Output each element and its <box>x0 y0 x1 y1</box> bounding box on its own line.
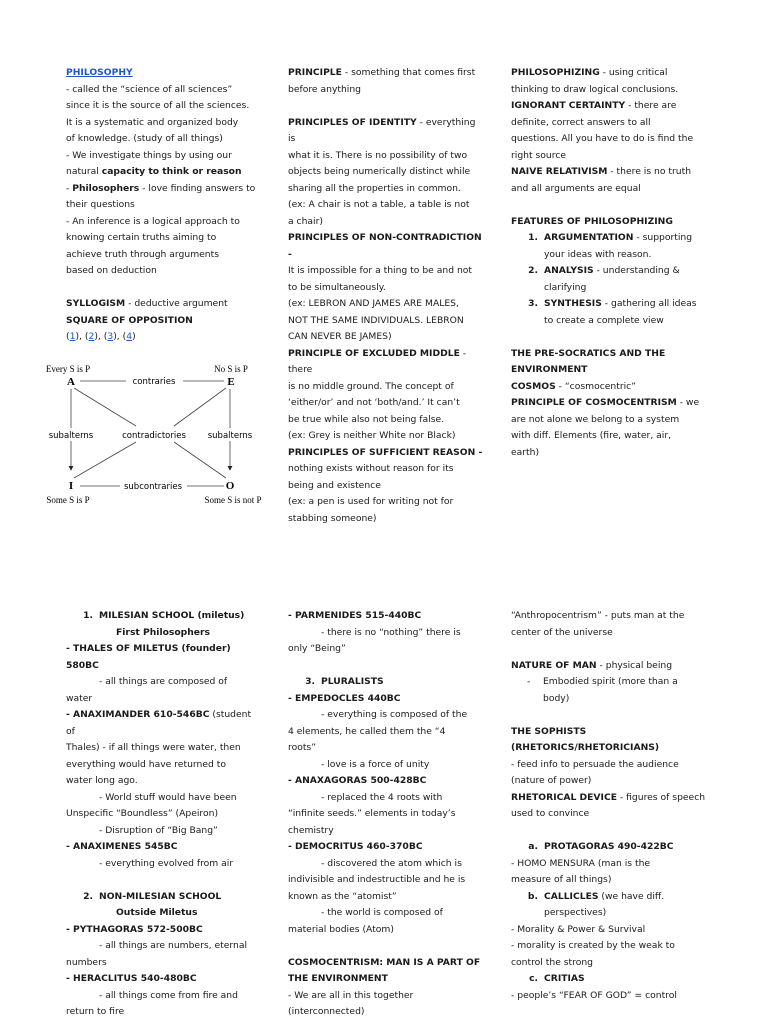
ref-link-2[interactable]: 2 <box>88 331 95 342</box>
text-line <box>511 379 707 396</box>
text-line: sharing all the properties in common. <box>288 182 461 194</box>
label-subcontraries: subcontraries <box>123 482 183 492</box>
bold-span: capacity to think or reason <box>101 166 242 177</box>
bold-span: Philosophers <box>72 182 140 194</box>
list-number: 3. <box>305 676 315 687</box>
list-item <box>511 674 707 691</box>
text-line <box>511 658 707 675</box>
text-line: objects being numerically distinct while <box>288 166 471 177</box>
bold-span: PRINCIPLE OF EXCLUDED MIDDLE <box>288 347 460 359</box>
text-line: First Philosophers <box>116 626 211 638</box>
diagonal-line <box>174 388 226 426</box>
list-item <box>511 230 707 247</box>
bold-span: NAIVE RELATIVISM <box>511 166 608 177</box>
text-line: is no middle ground. The concept of <box>288 380 454 392</box>
text-line: - PYTHAGORAS 572-500BC <box>66 923 203 935</box>
column-philosophizing <box>511 65 707 461</box>
label-contraries: contraries <box>132 377 176 387</box>
text-line: Thales) - if all things were water, then <box>66 742 241 753</box>
label-contradictories: contradictories <box>122 431 186 441</box>
text-line: THE ENVIRONMENT <box>288 973 388 984</box>
text-span: - physical being <box>596 659 673 671</box>
text-line: Outside Miletus <box>116 907 198 918</box>
text-span: - everything is <box>288 116 476 144</box>
text-line: PRINCIPLES OF SUFFICIENT REASON - <box>288 446 483 458</box>
list-number: 1. <box>83 610 93 621</box>
text-line: indivisible and indestructible and he is <box>288 874 466 885</box>
text-line: - An inference is a logical approach to <box>66 215 240 227</box>
text-span: - there is no truth <box>607 166 692 177</box>
text-span: - understanding & <box>593 265 680 276</box>
letter-e: E <box>227 376 235 388</box>
label-subalterns-left: subalterns <box>48 431 94 441</box>
text-line: - ANAXIMENES 545BC <box>66 841 178 852</box>
text-line: achieve truth through arguments <box>66 248 220 260</box>
label-subalterns-right: subalterns <box>207 431 253 441</box>
text-line: numbers <box>66 956 107 968</box>
features-heading: FEATURES OF PHILOSOPHIZING <box>511 215 673 227</box>
text-line: before anything <box>288 83 362 95</box>
text-line: perspectives) <box>544 907 607 918</box>
bold-span: RHETORICAL DEVICE <box>511 791 617 803</box>
text-line <box>66 181 262 198</box>
text-line: material bodies (Atom) <box>288 923 394 935</box>
text-span: - there are <box>625 100 677 111</box>
text-line: - everything is composed of the <box>321 709 468 720</box>
text-line: It is a systematic and organized body <box>66 116 239 128</box>
bold-span: COSMOS <box>511 380 556 392</box>
text-line <box>511 98 707 115</box>
bold-span: CRITIAS <box>544 973 585 984</box>
text-line: based on deduction <box>66 265 157 276</box>
text-line: a chair) <box>288 215 323 227</box>
text-line: - the world is composed of <box>321 907 443 918</box>
philosophy-title[interactable]: PHILOSOPHY <box>66 67 133 78</box>
text-line: - called the “science of all sciences” <box>66 83 233 95</box>
ref-link-4[interactable]: 4 <box>126 331 133 342</box>
text-span: - we <box>676 397 700 408</box>
text-line: 4 elements, he called them the “4 <box>288 725 446 737</box>
text-line: (ex: A chair is not a table, a table is not <box>288 199 470 210</box>
text-line: - We are all in this together <box>288 989 414 1001</box>
text-line: your ideas with reason. <box>544 248 652 260</box>
text-line: water long ago. <box>66 775 138 786</box>
text-line: - love is a force of unity <box>321 758 430 770</box>
bold-span: PRINCIPLE OF COSMOCENTRISM <box>511 397 677 408</box>
list-letter: c. <box>529 973 538 984</box>
square-of-opposition-diagram <box>40 358 272 510</box>
text-line: ‘either/or’ and not ‘both/and.’ It can’t <box>288 397 460 408</box>
bold-span: NATURE OF MAN <box>511 659 597 671</box>
text-line: (ex: a pen is used for writing not for <box>288 496 454 507</box>
square-of-opposition-heading: SQUARE OF OPPOSITION <box>66 314 193 326</box>
text-line <box>288 346 484 379</box>
text-line <box>288 65 484 82</box>
text-line: - there is no “nothing” there is <box>321 626 461 638</box>
list-item <box>288 674 484 691</box>
list-item <box>66 889 262 906</box>
text-line: stabbing someone) <box>288 512 377 524</box>
text-line: - feed info to persuade the audience <box>511 758 679 770</box>
list-number: 3. <box>528 298 538 309</box>
bold-span: NON-MILESIAN SCHOOL <box>99 890 222 902</box>
text-span: - “cosmocentric” <box>555 380 636 392</box>
list-number: 1. <box>528 232 538 243</box>
text-line: - HERACLITUS 540-480BC <box>66 973 197 984</box>
text-line: knowing certain truths aiming to <box>66 232 217 243</box>
text-line: “infinite seeds.” elements in today’s <box>288 808 456 819</box>
statement-e: No S is P <box>214 364 248 374</box>
text-line: - Disruption of “Big Bang” <box>99 824 218 836</box>
list-item <box>511 263 707 280</box>
text-line: COSMOCENTRISM: MAN IS A PART OF <box>288 956 481 968</box>
text-line: CAN NEVER BE JAMES) <box>288 331 392 342</box>
bold-span: SYNTHESIS <box>544 298 602 309</box>
text-line: are not alone we belong to a system <box>511 413 680 425</box>
text-line: with diff. Elements (fire, water, air, <box>511 430 672 441</box>
statement-o: Some S is not P <box>204 495 262 505</box>
text-span: - supporting <box>633 232 693 243</box>
text-line: (interconnected) <box>288 1006 365 1017</box>
text-line: - discovered the atom which is <box>321 857 462 869</box>
ref-link-1[interactable]: 1 <box>69 331 76 342</box>
text-line <box>511 790 707 807</box>
text-line: control the strong <box>511 956 594 968</box>
text-line: center of the universe <box>511 626 613 638</box>
text-line <box>66 164 262 181</box>
bold-span: MILESIAN SCHOOL (miletus) <box>99 610 245 621</box>
list-number: 2. <box>83 890 93 902</box>
text-line: (nature of power) <box>511 775 592 786</box>
text-span: (we have diff. <box>598 890 665 902</box>
text-line: - HOMO MENSURA (man is the <box>511 857 651 869</box>
text-span: - using critical <box>599 67 668 78</box>
text-line: their questions <box>66 199 135 210</box>
text-line: - Morality & Power & Survival <box>511 923 646 935</box>
text-line: - EMPEDOCLES 440BC <box>288 692 401 704</box>
text-line: earth) <box>511 446 540 458</box>
text-line: It is impossible for a thing to be and not <box>288 265 472 276</box>
text-line: (ex: Grey is neither White nor Black) <box>288 430 456 441</box>
text-line: what it is. There is no possibility of two <box>288 149 468 161</box>
list-item <box>511 296 707 313</box>
bold-span: - ANAXIMANDER 610-546BC <box>66 709 210 720</box>
text-line: to create a complete view <box>544 314 664 326</box>
text-line: - replaced the 4 roots with <box>321 791 443 803</box>
text-line <box>288 115 484 148</box>
text-line: - PARMENIDES 515-440BC <box>288 610 422 621</box>
text-line: ENVIRONMENT <box>511 364 588 375</box>
list-item <box>66 608 262 625</box>
list-letter: b. <box>527 890 538 902</box>
column-principles <box>288 65 484 527</box>
bold-span: PROTAGORAS 490-422BC <box>544 841 674 852</box>
text-span: (student of <box>66 709 252 737</box>
text-line: being and existence <box>288 479 381 491</box>
bold-span: PLURALISTS <box>321 676 384 687</box>
bold-span: CALLICLES <box>544 890 599 902</box>
text-span: natural <box>66 166 102 177</box>
text-line: used to convince <box>511 808 590 819</box>
text-span: - there <box>288 347 467 375</box>
text-line: return to fire <box>66 1006 125 1017</box>
text-line: - people’s “FEAR OF GOD” = control <box>511 989 677 1001</box>
list-item <box>511 971 707 988</box>
text-line: everything would have returned to <box>66 758 226 770</box>
text-line: - all things are numbers, eternal <box>99 940 248 951</box>
diagonal-line <box>74 388 136 426</box>
diagonal-line <box>74 442 136 478</box>
text-line: NOT THE SAME INDIVIDUALS. LEBRON <box>288 314 464 326</box>
text-span: - something that comes first <box>341 67 476 78</box>
text-line <box>511 164 707 181</box>
text-line: - everything evolved from air <box>99 857 234 869</box>
text-span: - love finding answers to <box>139 182 256 194</box>
text-line <box>511 395 707 412</box>
text-line: - all things are composed of <box>99 676 228 687</box>
text-line: definite, correct answers to all <box>511 116 651 128</box>
text-line: body) <box>543 692 570 704</box>
text-line: questions. All you have to do is find the <box>511 133 694 144</box>
column-sophists <box>511 608 707 1004</box>
text-line: known as the “atomist” <box>288 890 397 902</box>
text-line: clarifying <box>544 281 587 293</box>
bold-span: PRINCIPLES OF IDENTITY <box>288 116 417 128</box>
column-schools <box>66 608 262 1021</box>
text-line: and all arguments are equal <box>511 182 641 194</box>
text-line: “Anthropocentrism” - puts man at the <box>511 610 685 621</box>
text-line: (ex: LEBRON AND JAMES ARE MALES, <box>288 298 459 309</box>
text-span: - gathering all ideas <box>601 298 697 309</box>
text-line: THE PRE-SOCRATICS AND THE <box>511 347 666 359</box>
text-line: roots” <box>288 742 316 753</box>
bold-span: PHILOSOPHIZING <box>511 67 600 78</box>
letter-o: O <box>225 480 235 492</box>
text-line: Unspecific “Boundless” (Apeiron) <box>66 808 219 819</box>
text-span: - figures of speech <box>616 791 706 803</box>
reference-links: (1), (2), (3), (4) <box>66 331 136 342</box>
text-span: Embodied spirit (more than a <box>543 676 678 687</box>
text-line: - World stuff would have been <box>99 791 237 803</box>
syllogism-line <box>66 296 262 313</box>
text-line: THE SOPHISTS <box>511 725 587 737</box>
diagonal-line <box>174 442 226 478</box>
text-line: only “Being” <box>288 643 346 654</box>
list-item <box>511 889 707 906</box>
text-line <box>511 65 707 82</box>
list-number: 2. <box>528 265 538 276</box>
list-letter: a. <box>528 841 538 852</box>
bold-span: PRINCIPLE <box>288 67 342 78</box>
text-line: measure of all things) <box>511 874 612 885</box>
bold-span: SYLLOGISM <box>66 298 126 309</box>
bold-span: ANALYSIS <box>544 265 594 276</box>
text-line: - all things come from fire and <box>99 989 238 1001</box>
text-line: right source <box>511 149 567 161</box>
text-line: - We investigate things by using our <box>66 149 232 161</box>
text-line: - ANAXAGORAS 500-428BC <box>288 775 427 786</box>
text-span: - <box>66 182 73 194</box>
column-philosophy <box>66 65 262 346</box>
text-line: of knowledge. (study of all things) <box>66 133 223 144</box>
text-line: - morality is created by the weak to <box>511 940 675 951</box>
column-pluralists <box>288 608 484 1021</box>
letter-i: I <box>68 480 74 492</box>
text-line: nothing exists without reason for its <box>288 463 454 474</box>
list-item <box>511 839 707 856</box>
list-bullet: - <box>527 676 531 687</box>
statement-a: Every S is P <box>45 364 91 374</box>
text-line: chemistry <box>288 824 334 836</box>
ref-link-3[interactable]: 3 <box>107 331 114 342</box>
text-span: - deductive argument <box>125 298 228 309</box>
text-line <box>66 707 262 740</box>
text-line: water <box>66 692 93 704</box>
text-line: thinking to draw logical conclusions. <box>511 83 679 95</box>
bold-span: ARGUMENTATION <box>544 232 634 243</box>
statement-i: Some S is P <box>46 495 90 505</box>
text-line: (RHETORICS/RHETORICIANS) <box>511 742 660 753</box>
bold-span: IGNORANT CERTAINTY <box>511 100 626 111</box>
text-line: since it is the source of all the sciences. <box>66 100 250 111</box>
text-line: to be simultaneously. <box>288 281 386 293</box>
letter-a: A <box>67 376 75 388</box>
text-line: - THALES OF MILETUS (founder) 580BC <box>66 643 231 671</box>
text-line: be true while also not being false. <box>288 413 445 425</box>
text-line: PRINCIPLES OF NON-CONTRADICTION - <box>288 232 482 260</box>
text-line: - DEMOCRITUS 460-370BC <box>288 841 423 852</box>
